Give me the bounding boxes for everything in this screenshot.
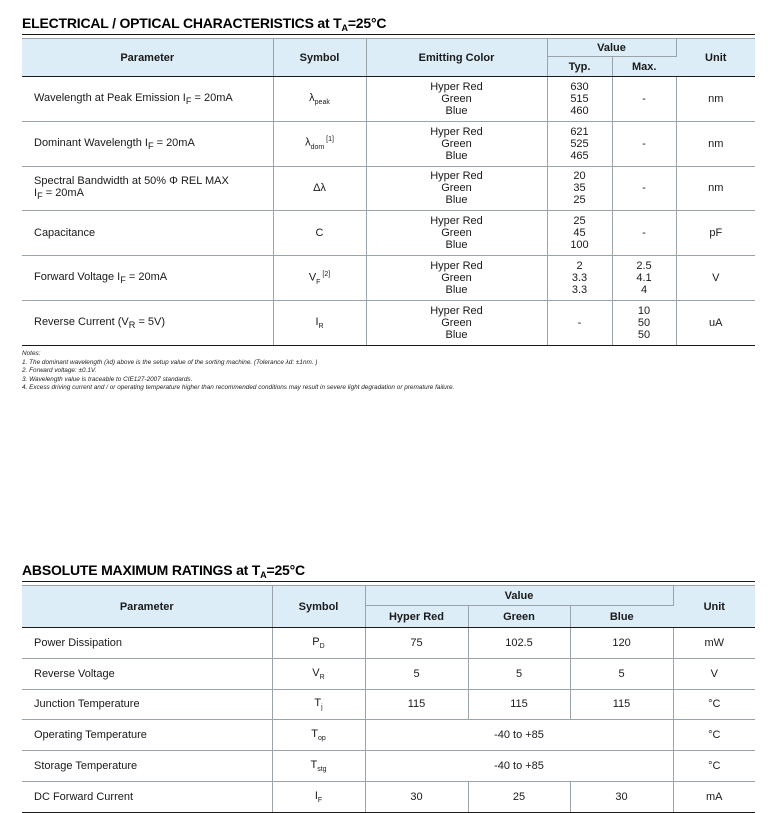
abs-header-symbol: Symbol [272,586,365,628]
header-unit: Unit [676,39,755,77]
value-cell: 5 [365,658,468,689]
symbol-subscript: op [317,735,326,743]
parameter-cell: Power Dissipation [22,628,272,659]
abs-header-parameter: Parameter [22,586,272,628]
parameter-line2: I [34,187,38,200]
typ-value: 35 [573,182,586,195]
parameter-cell [22,256,273,301]
emitting-color: Hyper Red [430,215,483,228]
table-row [22,781,755,812]
emitting-color-cell [366,166,547,211]
emitting-color: Hyper Red [430,125,483,138]
typ-value: 515 [570,92,589,105]
emitting-color: Blue [445,104,468,117]
max-cell [612,256,676,301]
symbol-text: λ [309,91,315,104]
abs-header-blue: Blue [570,606,673,628]
emitting-color: Blue [445,284,468,297]
typ-cell [547,77,612,122]
emitting-color: Green [441,272,472,285]
abs-header-value: Value [365,586,673,606]
value-cell: 115 [468,689,570,720]
header-emitting-color: Emitting Color [366,39,547,77]
table-row [22,658,755,689]
emitting-color-cell [366,300,547,345]
note-line: 1. The dominant wavelength (λd) above is the setup value of the sorting machine. (Tolerance λd: ±1nm. ) [22,358,318,366]
unit-cell: uA [676,300,755,345]
value-cell: 75 [365,628,468,659]
typ-cell [547,121,612,166]
max-value: - [642,137,646,150]
emitting-color-cell [366,256,547,301]
absolute-title-rule [22,581,755,582]
typ-cell [547,300,612,345]
note-line: 2. Forward voltage: ±0.1V. [22,367,97,374]
parameter-text: Spectral Bandwidth at 50% Φ REL MAX [34,175,229,188]
symbol-cell [272,658,365,689]
max-cell [612,211,676,256]
header-max: Max. [612,57,676,77]
notes [22,350,454,393]
unit-cell: pF [676,211,755,256]
parameter-text: Dominant Wavelength I [34,136,148,149]
symbol-cell [273,121,366,166]
max-value: 50 [637,328,651,341]
emitting-color: Blue [445,328,468,341]
parameter-text-end: = 20mA [153,136,195,149]
typ-value: 25 [573,194,586,207]
value-cell: 30 [570,781,673,812]
value-cell: 102.5 [468,628,570,659]
typ-cell [547,211,612,256]
parameter-cell [22,211,273,256]
note-line: Notes: [22,350,41,357]
parameter-subscript: F [185,95,192,106]
typ-cell [547,166,612,211]
value-cell-merged: -40 to +85 [365,751,673,782]
table-row [22,166,755,211]
typ-value: - [577,316,582,329]
symbol-note-ref: [2] [320,270,331,278]
max-value: 10 [637,304,651,317]
emitting-color-cell [366,121,547,166]
symbol-cell [272,751,365,782]
typ-value: 3.3 [571,272,588,285]
max-value: - [642,227,646,240]
emitting-color: Green [441,137,472,150]
parameter-subscript: R [128,319,136,330]
symbol-cell [273,77,366,122]
parameter-text: Wavelength at Peak Emission I [34,91,186,104]
symbol-cell [272,628,365,659]
table-row [22,256,755,301]
unit-cell: nm [676,77,755,122]
typ-value: 25 [573,215,586,228]
typ-value: 465 [570,149,589,162]
emitting-color-cell [366,211,547,256]
symbol-cell [272,689,365,720]
symbol-text: C [315,227,324,240]
max-cell [612,166,676,211]
symbol-subscript: stg [317,766,327,774]
max-cell [612,77,676,122]
unit-cell: °C [673,720,755,751]
abs-header-hyper-red: Hyper Red [365,606,468,628]
max-cell [612,121,676,166]
symbol-text: λ [305,136,311,149]
max-value: 4.1 [636,272,652,285]
symbol-subscript: dom [310,144,325,152]
electrical-section-title: ELECTRICAL / OPTICAL CHARACTERISTICS at $T_A=25^\circ C$ [22,15,387,33]
symbol-note-ref: [1] [324,136,334,144]
emitting-color: Blue [445,239,468,252]
parameter-text-end: = 5V) [135,315,166,328]
max-cell [612,300,676,345]
table-row [22,77,755,122]
header-typ: Typ. [547,57,612,77]
symbol-cell [273,300,366,345]
value-cell: 30 [365,781,468,812]
typ-value: 45 [573,227,586,240]
symbol-text: I [315,315,319,328]
symbol-text: V [312,666,320,679]
parameter-subscript: F [147,140,154,151]
value-cell-merged: -40 to +85 [365,720,673,751]
unit-cell: nm [676,121,755,166]
emitting-color: Blue [445,194,468,207]
table-row [22,751,755,782]
symbol-cell [273,166,366,211]
note-line: 4. Excess driving current and / or operating temperature higher than recommended conditions may result in severe light degradation or premature failure. [22,384,455,391]
value-cell: 115 [570,689,673,720]
absolute-maximum-ratings-table [22,585,755,813]
symbol-subscript: F [317,796,323,804]
emitting-color: Hyper Red [430,260,483,273]
symbol-subscript: j [321,704,323,712]
symbol-text: T [314,697,322,710]
emitting-color: Green [441,227,472,240]
max-value: - [642,92,646,105]
unit-cell: mA [673,781,755,812]
header-parameter: Parameter [22,39,273,77]
table-row [22,121,755,166]
parameter-cell: Operating Temperature [22,720,272,751]
unit-cell: mW [673,628,755,659]
abs-header-green: Green [468,606,570,628]
parameter-cell [22,77,273,122]
symbol-cell [272,781,365,812]
symbol-text: V [308,271,317,284]
abs-header-unit: Unit [673,586,755,628]
symbol-cell [272,720,365,751]
parameter-text-end: = 20mA [125,270,168,283]
table-row [22,689,755,720]
parameter-cell [22,166,273,211]
unit-cell: °C [673,751,755,782]
typ-value: 2 [576,260,583,273]
max-value: 50 [637,316,651,329]
typ-value: 525 [570,137,589,150]
typ-value: 100 [570,239,589,252]
parameter-text-end: = 20mA [191,91,233,104]
emitting-color: Hyper Red [430,80,483,93]
unit-cell: V [676,256,755,301]
parameter-cell [22,300,273,345]
unit-cell: °C [673,689,755,720]
table-row [22,211,755,256]
symbol-text: T [310,758,318,771]
emitting-color: Green [441,182,472,195]
typ-value: 3.3 [571,284,588,297]
electrical-characteristics-table [22,38,755,346]
value-cell: 5 [468,658,570,689]
header-value: Value [547,39,676,57]
header-symbol: Symbol [273,39,366,77]
symbol-subscript: R [318,322,324,330]
emitting-color: Green [441,316,472,329]
parameter-subscript: F [120,275,126,286]
note-line: 3. Wavelength value is traceable to CIE127-2007 standards. [22,375,193,383]
symbol-subscript: D [319,642,325,650]
symbol-subscript: R [319,673,325,681]
value-cell: 25 [468,781,570,812]
symbol-subscript: peak [314,98,330,106]
value-cell: 5 [570,658,673,689]
unit-cell: V [673,658,755,689]
absolute-section-title: ABSOLUTE MAXIMUM RATINGS at $T_A=25^\circ C$ [22,562,305,580]
unit-cell: nm [676,166,755,211]
typ-cell [547,256,612,301]
typ-value: 20 [573,170,586,183]
symbol-text: T [311,728,318,741]
emitting-color: Blue [445,149,468,162]
symbol-cell [273,211,366,256]
emitting-color: Hyper Red [430,304,483,317]
symbol-text: Δλ [313,182,326,195]
parameter-text: Capacitance [34,227,96,240]
max-value: 4 [640,284,648,297]
table-row [22,628,755,659]
parameter-cell: Junction Temperature [22,689,272,720]
emitting-color: Green [441,92,472,105]
parameter-line2-subscript: F [37,191,43,202]
typ-value: 621 [570,125,589,138]
symbol-cell [273,256,366,301]
typ-value: 460 [570,104,589,117]
table-row [22,300,755,345]
parameter-text: Reverse Current (V [34,315,129,328]
typ-value: 630 [570,80,589,93]
emitting-color-cell [366,77,547,122]
max-value: - [642,182,646,195]
emitting-color: Hyper Red [430,170,483,183]
value-cell: 115 [365,689,468,720]
symbol-text: I [314,789,318,802]
table-row [22,720,755,751]
max-value: 2.5 [636,260,652,273]
parameter-cell: Storage Temperature [22,751,272,782]
symbol-text: P [312,635,320,648]
electrical-title-rule [22,34,755,35]
parameter-line2-end: = 20mA [42,187,84,200]
parameter-cell [22,121,273,166]
value-cell: 120 [570,628,673,659]
symbol-subscript: F [316,278,321,286]
parameter-text: Forward Voltage I [34,270,121,283]
parameter-cell: Reverse Voltage [22,658,272,689]
parameter-cell: DC Forward Current [22,781,272,812]
